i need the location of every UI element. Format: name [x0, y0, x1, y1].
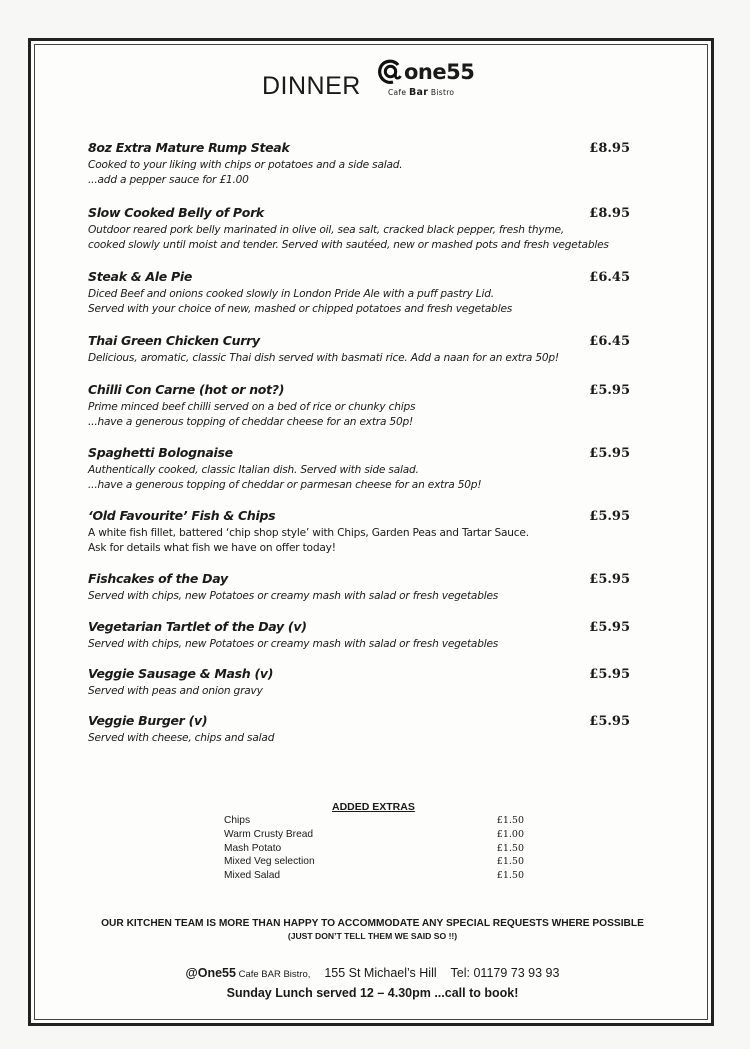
menu-item-price: £5.95 — [589, 572, 630, 587]
notice-main: OUR KITCHEN TEAM IS MORE THAN HAPPY TO ACCOMMODATE ANY SPECIAL REQUESTS WHERE POSSIBLE — [101, 918, 644, 929]
menu-item-description: Served with your choice of new, mashed or chipped potatoes and fresh vegetables — [88, 303, 513, 315]
menu-item-name: Thai Green Chicken Curry — [88, 333, 260, 348]
extra-row — [224, 815, 524, 829]
menu-item-name: 8oz Extra Mature Rump Steak — [88, 140, 290, 155]
menu-item-price: £8.95 — [589, 206, 630, 221]
menu-item-name: Spaghetti Bolognaise — [88, 445, 233, 460]
page-title: DINNER — [262, 72, 361, 100]
extra-row — [224, 856, 524, 870]
notice-sub: (JUST DON’T TELL THEM WE SAID SO !!) — [287, 931, 458, 941]
footer-address: 155 St Michael’s Hill — [324, 966, 437, 980]
kitchen-notice — [60, 918, 685, 941]
menu-item-price: £5.95 — [589, 667, 630, 682]
menu-item-description: Prime minced beef chilli served on a bed of rice or chunky chips — [88, 401, 416, 413]
menu-item-name: Veggie Burger (v) — [88, 713, 208, 728]
menu-item — [88, 205, 633, 253]
footer-brand-sub: Cafe BAR Bistro, — [235, 969, 311, 980]
menu-item-description: Served with chips, new Potatoes or creamy mash with salad or fresh vegetables — [88, 638, 499, 650]
extra-name: Mash Potato — [224, 842, 282, 854]
menu-item-price: £6.45 — [589, 270, 630, 285]
menu-item-name: Chilli Con Carne (hot or not?) — [88, 382, 285, 397]
menu-item-description: Cooked to your liking with chips or potatoes and a side salad. — [88, 159, 403, 171]
menu-item-description: Delicious, aromatic, classic Thai dish served with basmati rice. Add a naan for an extra 50p! — [88, 352, 559, 364]
extras-list — [224, 815, 524, 884]
menu-item-price: £5.95 — [589, 620, 630, 635]
menu-item — [88, 269, 633, 317]
at-swirl-icon — [376, 58, 406, 88]
menu-item — [88, 508, 633, 556]
menu-item — [88, 333, 633, 366]
extra-name: Chips — [224, 815, 251, 826]
extra-name: Warm Crusty Bread — [224, 828, 314, 840]
menu-item-description: A white fish fillet, battered ‘chip shop style’ with Chips, Garden Peas and Tartar Sauce. — [88, 527, 529, 539]
menu-item — [88, 619, 633, 652]
menu-item-price: £5.95 — [589, 446, 630, 461]
menu-item-description: ...add a pepper sauce for £1.00 — [88, 174, 249, 186]
extra-price: £1.50 — [496, 870, 524, 882]
footer-phone: Tel: 01179 73 93 93 — [450, 966, 560, 980]
menu-item-name: Vegetarian Tartlet of the Day (v) — [88, 619, 307, 634]
extra-row — [224, 843, 524, 857]
menu-item-description: Diced Beef and onions cooked slowly in London Pride Ale with a puff pastry Lid. — [88, 288, 494, 300]
menu-item-price: £8.95 — [589, 141, 630, 156]
footer-contact — [60, 964, 685, 984]
menu-item-price: £5.95 — [589, 383, 630, 398]
menu-item-name: ‘Old Favourite’ Fish & Chips — [88, 508, 276, 523]
menu-item — [88, 140, 633, 188]
one55-logo — [376, 58, 496, 102]
menu-item-description: Authentically cooked, classic Italian dish. Served with side salad. — [88, 464, 419, 476]
menu-item — [88, 445, 633, 493]
menu-item-description: Outdoor reared pork belly marinated in olive oil, sea salt, cracked black pepper, fresh thyme, — [88, 224, 565, 236]
extras-title: ADDED EXTRAS — [332, 801, 415, 813]
menu-item-description: ...have a generous topping of cheddar or parmesan cheese for an extra 50p! — [88, 479, 482, 491]
menu-item-name: Veggie Sausage & Mash (v) — [88, 666, 274, 681]
extra-name: Mixed Salad — [224, 870, 281, 882]
menu-item-description: Served with chips, new Potatoes or creamy mash with salad or fresh vegetables — [88, 590, 499, 602]
extra-row — [224, 829, 524, 843]
footer-brand: @One55 — [185, 966, 236, 980]
extra-price: £1.50 — [496, 815, 524, 826]
menu-item — [88, 382, 633, 430]
menu-item-name: Steak & Ale Pie — [88, 269, 193, 284]
extra-price: £1.00 — [496, 828, 524, 840]
extra-price: £1.50 — [496, 842, 524, 854]
menu-item — [88, 666, 633, 699]
extra-price: £1.50 — [496, 856, 524, 868]
menu-header — [232, 58, 532, 102]
menu-item — [88, 571, 633, 604]
menu-item-price: £5.95 — [589, 509, 630, 524]
logo-name: one55 — [404, 60, 475, 84]
menu-item — [88, 713, 633, 746]
menu-item-description: Served with cheese, chips and salad — [88, 732, 275, 744]
menu-item-description: cooked slowly until moist and tender. Served with sautéed, new or mashed pots and fresh vegetables — [88, 239, 609, 251]
extra-row — [224, 870, 524, 884]
menu-item-name: Fishcakes of the Day — [88, 571, 228, 586]
menu-item-price: £6.45 — [589, 334, 630, 349]
footer — [60, 964, 685, 1003]
menu-item-price: £5.95 — [589, 714, 630, 729]
menu-item-description: Served with peas and onion gravy — [88, 685, 263, 697]
footer-sunday: Sunday Lunch served 12 – 4.30pm ...call to book! — [226, 986, 519, 1000]
logo-subtitle: Cafe Bar Bistro — [388, 87, 455, 98]
menu-item-description: ...have a generous topping of cheddar cheese for an extra 50p! — [88, 416, 414, 428]
menu-item-description: Ask for details what fish we have on offer today! — [88, 542, 336, 554]
menu-item-name: Slow Cooked Belly of Pork — [88, 205, 264, 220]
extra-name: Mixed Veg selection — [224, 856, 315, 868]
